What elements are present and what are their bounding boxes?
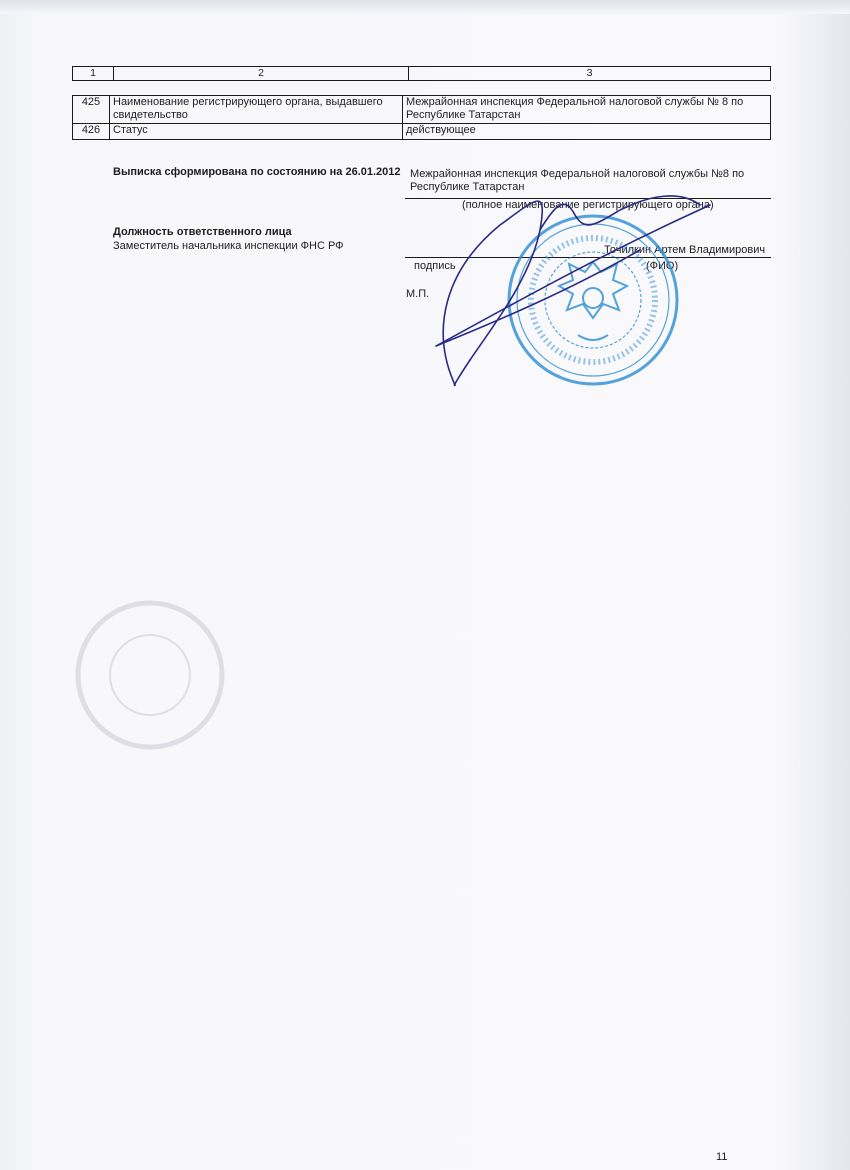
signature-caption: подпись: [414, 260, 456, 272]
row-value: действующее: [403, 124, 771, 140]
page-number: 11: [716, 1151, 728, 1163]
faded-stamp-icon: [78, 603, 222, 747]
seal-caption: М.П.: [406, 288, 430, 300]
column-header-1: 1: [73, 67, 114, 81]
row-number: 425: [73, 96, 110, 124]
statement-date: Выписка сформирована по состоянию на 26.01.2012: [113, 166, 401, 178]
row-label: Статус: [110, 124, 403, 140]
row-value: Межрайонная инспекция Федеральной налоговой службы № 8 по Республике Татарстан: [403, 96, 771, 124]
column-header-3: 3: [409, 67, 771, 81]
position-heading: Должность ответственного лица: [113, 226, 292, 238]
official-stamp-icon: [509, 216, 677, 384]
row-number: 426: [73, 124, 110, 140]
authority-name: Межрайонная инспекция Федеральной налоговой службы №8 по Республике Татарстан: [410, 168, 745, 193]
column-header-2: 2: [114, 67, 409, 81]
authority-caption: (полное наименование регистрирующего органа): [462, 199, 714, 211]
position-value: Заместитель начальника инспекции ФНС РФ: [113, 240, 344, 252]
signer-name: Точилкин Артем Владимирович: [604, 244, 766, 256]
fio-caption: (ФИО): [646, 260, 679, 272]
row-label: Наименование регистрирующего органа, выдавшего свидетельство: [110, 96, 403, 124]
